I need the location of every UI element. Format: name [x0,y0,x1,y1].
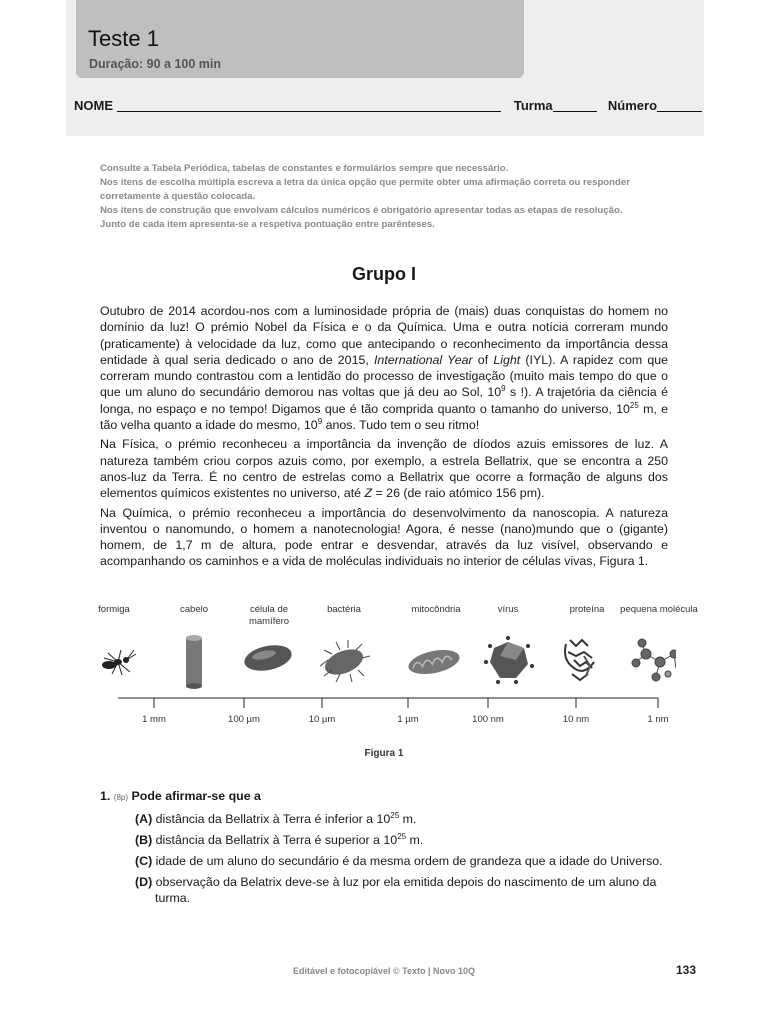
class-field[interactable] [553,98,597,112]
paragraph-2 [100,436,668,501]
ant-illustration [102,650,136,675]
figure-label: bactéria [327,604,361,615]
body-text [100,303,668,573]
exponent: 9 [317,416,323,426]
figure-label: pequena molécula [620,604,698,615]
scale-label: 100 µm [228,714,260,725]
text-run: (IYL). A rapidez com que correram mundo contrastou com a lentidão do processo de investigação (muito mais tempo do que o que um aluno do secundário demorou nas voltas que já deu ao Sol, 10 [100,352,669,400]
text-run: of [472,352,494,367]
option-text: distância da Bellatrix à Terra é inferior a 10 [155,812,391,826]
option-b[interactable] [100,832,680,848]
option-letter: (D) [135,875,153,889]
figure-label: formiga [98,604,130,615]
option-letter: (B) [135,833,153,847]
option-letter: (A) [135,812,153,826]
scale-ticks [154,698,658,708]
bacteria-illustration [320,640,370,682]
figure-label: proteína [569,604,605,615]
scale-label: 1 µm [397,714,419,725]
name-field[interactable] [117,98,501,112]
option-text: distância da Bellatrix à Terra é superior a 10 [155,833,398,847]
paragraph-1 [100,303,668,433]
question-stem [100,788,680,806]
option-a[interactable] [100,811,680,827]
protein-illustration [565,640,594,680]
instruction-line: Consulte a Tabela Periódica, tabelas de constantes e formulários sempre que necessário. [100,163,509,174]
text-run-italic: Light [493,352,521,367]
instructions [100,162,670,232]
question-1 [100,788,680,906]
option-text: m. [406,833,424,847]
text-run: s !). A trajetória da ciência é longa, no espaço e no tempo! Digamos que é tão comprida quanto o tamanho do universo, 10 [100,385,668,416]
scale-label: 10 nm [562,714,590,725]
number-label: Número [607,98,658,113]
footer-text: Editável e fotocopiável © Texto | Novo 10Q [292,966,476,976]
option-letter: (C) [135,854,153,868]
instruction-line: Junto de cada item apresenta-se a respetiva pontuação entre parênteses. [100,219,435,230]
number-field[interactable] [657,98,702,112]
scale-label: 10 µm [308,714,336,725]
group-title: Grupo I [352,264,416,284]
question-number: 1. [100,789,111,803]
scale-label: 100 nm [472,714,504,725]
question-text: Pode afirmar-se que a [131,789,261,803]
paragraph-3: Na Química, o prémio reconheceu a importância do desenvolvimento da nanoscopia. A natureza inventou o nanomundo, o homem a nanotecnologia! Agora, é nesse (nano)mundo que o (gigante) homem, de 1,7 m de altura, pode entrar e desvendar, através da luz visível, observando e acompanhando os caminhos e a vida de moléculas individuais no interior de células vivas, Figura 1. [100,505,668,569]
option-text: m. [399,812,417,826]
exponent: 25 [629,400,639,410]
text-run-italic: Z [364,486,373,501]
text-run: Outubro de 2014 acordou-nos com a luminosidade própria de (mais) duas conquistas do homem no domínio da luz! O prémio Nobel da Física e o da Química. Uma e outra notícia correram mundo (praticamente) à velocidade da luz, como que antecipando o reconhecimento da importância dessa entidade à qual seria dedicado o ano de 2015, [100,304,668,367]
test-duration: Duração: 90 a 100 min [89,57,222,71]
scale-label: 1 nm [647,714,669,725]
text-run-italic: International Year [373,352,473,367]
text-run: anos. Tudo tem o seu ritmo! [322,418,480,433]
figure-label: vírus [497,604,519,615]
figure-label: cabelo [180,604,208,615]
question-points: (8p) [113,793,129,802]
instruction-line: Nos itens de escolha múltipla escreva a letra da única opção que permite obter uma afirmação correta ou responder corretamente à questão colocada. [100,177,630,202]
instruction-line: Nos itens de construção que envolvam cálculos numéricos é obrigatório apresentar todas as etapas de resolução. [100,205,623,216]
class-label: Turma [513,98,553,113]
figure-label: célula de mamífero [248,604,290,627]
option-text: idade de um aluno do secundário é da mesma ordem de grandeza que a idade do Universo. [155,854,663,868]
student-id-line [74,98,690,113]
molecule-illustration [632,639,676,681]
option-d[interactable] [100,874,680,906]
name-label: NOME [74,98,113,113]
exponent: 9 [501,384,506,394]
mitochondria-illustration [406,646,461,678]
virus-illustration [484,636,534,684]
test-title: Teste 1 [88,26,159,51]
text-run: m, e tão velha quanto a idade do mesmo, 10 [100,401,668,433]
text-run: Na Física, o prémio reconheceu a importância da invenção de díodos azuis emissores de luz. A natureza também criou corpos azuis como, por exemplo, a estrela Bellatrix, que se encontra a 250 anos-luz da Terra. É no centro de estrelas como a Bellatrix que ocorre a formação de alguns dos elementos químicos existentes no universo, até [100,437,668,501]
hair-illustration [186,635,202,689]
page-number: 133 [676,963,697,977]
cell-illustration [242,641,294,674]
option-c[interactable] [100,853,680,869]
text-run: = 26 (de raio atómico 156 pm). [372,486,545,501]
exponent: 25 [390,810,400,820]
figure-label: mitocôndria [411,604,461,615]
figure-1 [96,600,698,740]
scale-label: 1 mm [142,714,166,725]
option-text: observação da Belatrix deve-se à luz por ela emitida depois do nascimento de um aluno da turma. [155,875,657,905]
figure-caption: Figura 1 [364,748,404,759]
exponent: 25 [397,831,407,841]
